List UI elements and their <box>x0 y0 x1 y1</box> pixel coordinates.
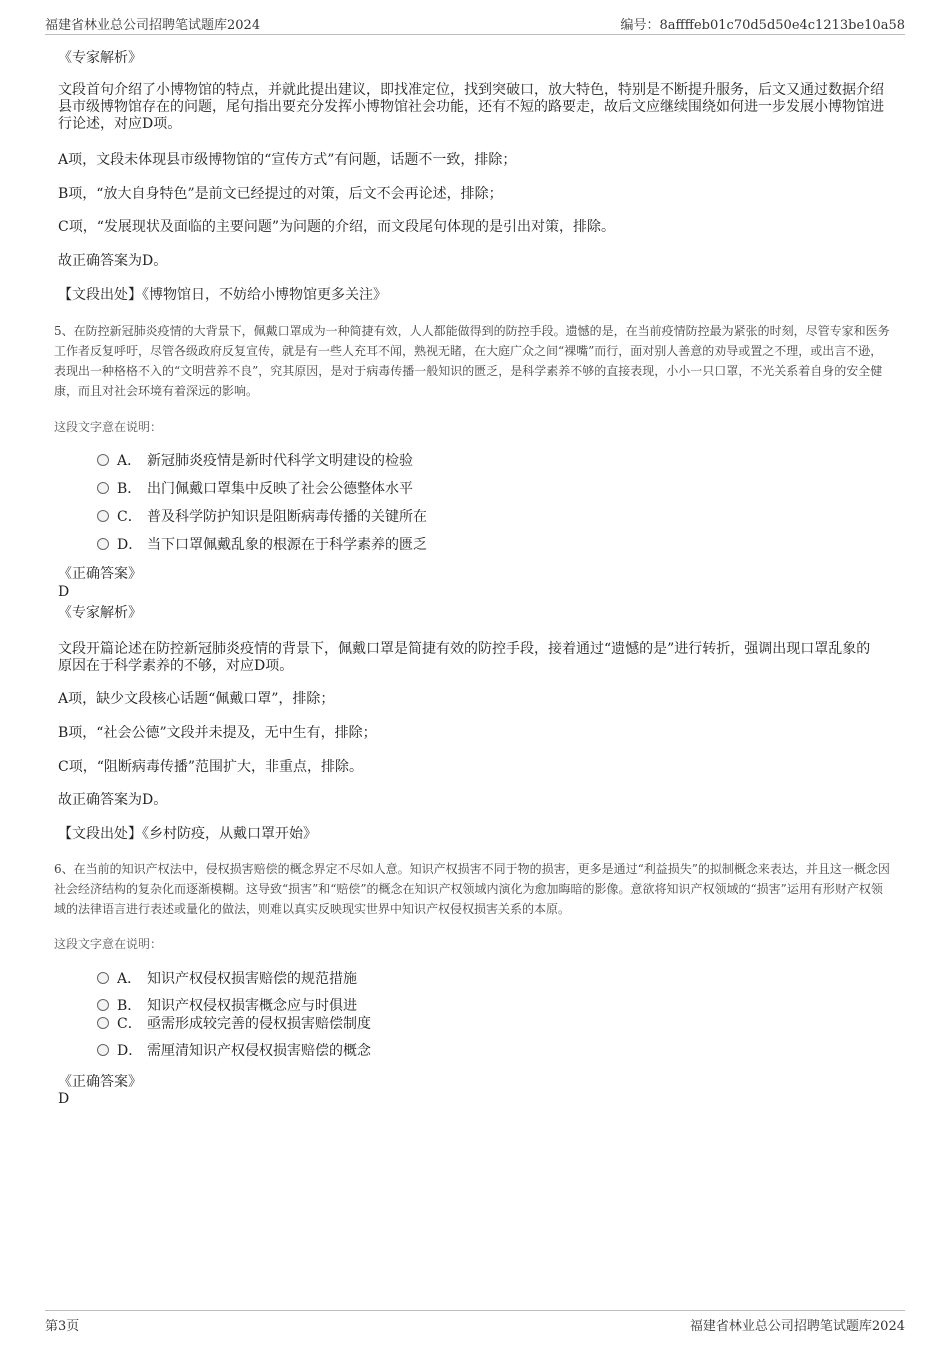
radio-icon[interactable] <box>97 1044 109 1056</box>
q5-option-b-note: B项，“社会公德”文段并未提及，无中生有，排除； <box>58 725 377 741</box>
q5-source: 【文段出处】《乡村防疫，从戴口罩开始》 <box>58 826 317 842</box>
q6-option-b[interactable] <box>97 997 357 1015</box>
option-text: 知识产权侵权损害概念应与时俱进 <box>147 998 357 1014</box>
option-text: 普及科学防护知识是阻断病毒传播的关键所在 <box>147 509 427 525</box>
q6-option-a[interactable] <box>97 970 357 988</box>
q5-expert-label: 《专家解析》 <box>58 605 142 621</box>
option-text: 知识产权侵权损害赔偿的规范措施 <box>147 971 357 987</box>
q5-option-d[interactable] <box>97 536 427 554</box>
q6-answer-label: 《正确答案》 <box>58 1074 142 1090</box>
q5-question-text: 5、在防控新冠肺炎疫情的大背景下，佩戴口罩成为一种简捷有效，人人都能做得到的防控手段。遗憾的是，在当前疫情防控最为紧张的时刻，尽管专家和医务工作者反复呼吁，尽管各级政府反复宣传，就是有一些人充耳不闻，熟视无睹，在大庭广众之间“裸嘴”而行，面对别人善意的劝导或置之不理，或出言不逊，表现出一种格格不入的“文明营养不良”，究其原因，是对于病毒传播一般知识的匮乏，是科学素养不够的直接表现，小小一只口罩，不光关系着自身的安全健康，而且对社会环境有着深远的影响。 <box>54 324 890 398</box>
header-title: 福建省林业总公司招聘笔试题库2024 <box>45 18 261 33</box>
q5-answer-label: 《正确答案》 <box>58 566 142 582</box>
option-text: 需厘清知识产权侵权损害赔偿的概念 <box>147 1043 371 1059</box>
radio-icon[interactable] <box>97 972 109 984</box>
q5-answer: D <box>58 584 70 600</box>
q4-option-a-note: A项，文段未体现县市级博物馆的“宣传方式”有问题，话题不一致，排除； <box>58 152 517 168</box>
option-key: B． <box>117 998 142 1014</box>
q6-question-text: 6、在当前的知识产权法中，侵权损害赔偿的概念界定不尽如人意。知识产权损害不同于物的损害，更多是通过“利益损失”的拟制概念来表达，并且这一概念因社会经济结构的复杂化而逐渐模糊。这导致“损害”和“赔偿”的概念在知识产权领域内演化为愈加晦暗的影像。意欲将知识产权领域的“损害”运用有形财产权领域的法律语言进行表述或量化的做法，则难以真实反映现实世界中知识产权侵权损害关系的本原。 <box>54 862 890 916</box>
q4-expert-label: 《专家解析》 <box>58 50 142 66</box>
option-text: 当下口罩佩戴乱象的根源在于科学素养的匮乏 <box>147 537 427 553</box>
q6-option-d[interactable] <box>97 1042 371 1060</box>
footer-title: 福建省林业总公司招聘笔试题库2024 <box>689 1319 905 1334</box>
q6-option-c[interactable] <box>97 1015 371 1033</box>
q5-option-b[interactable] <box>97 480 413 498</box>
q5-option-c[interactable] <box>97 508 427 526</box>
q5-conclusion: 故正确答案为D。 <box>58 792 168 808</box>
q4-analysis: 文段首句介绍了小博物馆的特点，并就此提出建议，即找准定位，找到突破口，放大特色，特别是不断提升服务，后文又通过数据介绍县市级博物馆存在的问题，尾句指出要充分发挥小博物馆社会功能，还有不短的路要走，故后文应继续围绕如何进一步发展小博物馆进行论述，对应D项。 <box>58 82 884 132</box>
radio-icon[interactable] <box>97 510 109 522</box>
radio-icon[interactable] <box>97 454 109 466</box>
option-text: 亟需形成较完善的侵权损害赔偿制度 <box>147 1016 371 1032</box>
option-key: B． <box>117 481 142 497</box>
option-text: 出门佩戴口罩集中反映了社会公德整体水平 <box>147 481 413 497</box>
q4-source: 【文段出处】《博物馆日，不妨给小博物馆更多关注》 <box>58 287 387 303</box>
option-key: A． <box>117 971 142 987</box>
option-key: D． <box>117 537 143 553</box>
radio-icon[interactable] <box>97 482 109 494</box>
radio-icon[interactable] <box>97 999 109 1011</box>
q6-answer: D <box>58 1091 70 1107</box>
header-doc-id: 编号：8affffeb01c70d5d50e4c1213be10a58 <box>620 18 905 33</box>
page-footer <box>45 1310 905 1335</box>
q4-conclusion: 故正确答案为D。 <box>58 253 168 269</box>
q5-option-a[interactable] <box>97 452 413 470</box>
q5-analysis: 文段开篇论述在防控新冠肺炎疫情的背景下，佩戴口罩是简捷有效的防控手段，接着通过“遗憾的是”进行转折，强调出现口罩乱象的原因在于科学素养的不够，对应D项。 <box>58 641 871 674</box>
page-number: 第3页 <box>45 1319 80 1334</box>
option-key: C． <box>117 509 142 525</box>
option-key: C． <box>117 1016 142 1032</box>
option-text: 新冠肺炎疫情是新时代科学文明建设的检验 <box>147 453 413 469</box>
radio-icon[interactable] <box>97 1017 109 1029</box>
q5-option-c-note: C项，“阻断病毒传播”范围扩大，非重点，排除。 <box>58 759 364 775</box>
q4-option-b-note: B项，“放大自身特色”是前文已经提过的对策，后文不会再论述，排除； <box>58 186 503 202</box>
q5-option-a-note: A项，缺少文段核心话题“佩戴口罩”，排除； <box>58 691 335 707</box>
radio-icon[interactable] <box>97 538 109 550</box>
page-header <box>45 14 905 35</box>
q5-prompt: 这段文字意在说明： <box>54 420 163 434</box>
q4-option-c-note: C项，“发展现状及面临的主要问题”为问题的介绍，而文段尾句体现的是引出对策，排除。 <box>58 219 616 235</box>
option-key: A． <box>117 453 142 469</box>
q6-prompt: 这段文字意在说明： <box>54 937 163 951</box>
option-key: D． <box>117 1043 143 1059</box>
